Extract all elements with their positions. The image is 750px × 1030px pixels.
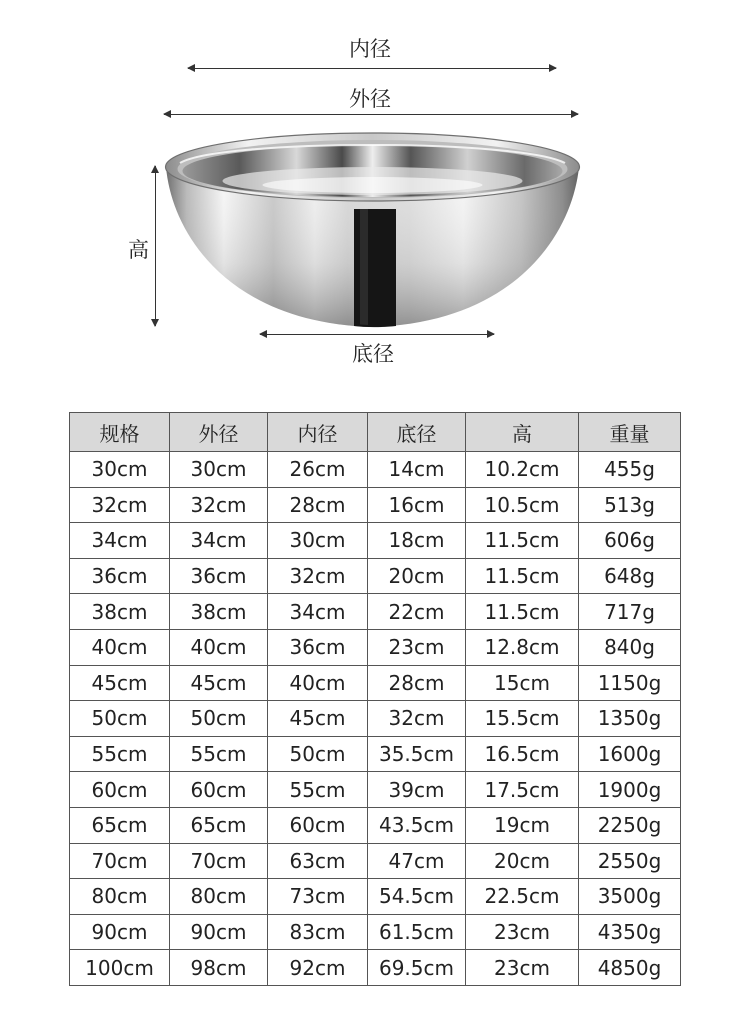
height-arrow xyxy=(155,166,156,326)
header-weight: 重量 xyxy=(579,413,681,452)
table-row xyxy=(70,629,681,665)
cell-spec: 100cm xyxy=(70,950,170,986)
cell-inner-diameter: 50cm xyxy=(268,736,368,772)
table-row xyxy=(70,772,681,808)
cell-spec: 60cm xyxy=(70,772,170,808)
header-height: 高 xyxy=(466,413,579,452)
cell-outer-diameter: 50cm xyxy=(170,701,268,737)
cell-height: 15.5cm xyxy=(466,701,579,737)
inner-diameter-arrow xyxy=(188,68,556,69)
cell-base-diameter: 23cm xyxy=(368,629,466,665)
header-spec: 规格 xyxy=(70,413,170,452)
cell-outer-diameter: 80cm xyxy=(170,879,268,915)
cell-base-diameter: 20cm xyxy=(368,558,466,594)
cell-height: 23cm xyxy=(466,950,579,986)
cell-inner-diameter: 60cm xyxy=(268,807,368,843)
cell-base-diameter: 16cm xyxy=(368,487,466,523)
cell-height: 17.5cm xyxy=(466,772,579,808)
height-label: 高 xyxy=(128,238,149,262)
cell-outer-diameter: 98cm xyxy=(170,950,268,986)
cell-height: 10.2cm xyxy=(466,452,579,488)
outer-diameter-arrow xyxy=(164,114,578,115)
cell-weight: 1350g xyxy=(579,701,681,737)
inner-diameter-label: 内径 xyxy=(349,37,391,61)
cell-height: 11.5cm xyxy=(466,523,579,559)
bowl-dimension-diagram xyxy=(0,0,750,390)
cell-weight: 4350g xyxy=(579,914,681,950)
header-base-diameter: 底径 xyxy=(368,413,466,452)
table-row xyxy=(70,950,681,986)
cell-height: 22.5cm xyxy=(466,879,579,915)
cell-outer-diameter: 34cm xyxy=(170,523,268,559)
cell-spec: 90cm xyxy=(70,914,170,950)
cell-weight: 648g xyxy=(579,558,681,594)
cell-base-diameter: 61.5cm xyxy=(368,914,466,950)
cell-weight: 717g xyxy=(579,594,681,630)
cell-height: 15cm xyxy=(466,665,579,701)
cell-inner-diameter: 36cm xyxy=(268,629,368,665)
cell-weight: 2550g xyxy=(579,843,681,879)
cell-height: 11.5cm xyxy=(466,594,579,630)
cell-weight: 1900g xyxy=(579,772,681,808)
cell-spec: 65cm xyxy=(70,807,170,843)
stainless-steel-bowl-image xyxy=(160,125,585,335)
cell-weight: 2250g xyxy=(579,807,681,843)
cell-spec: 40cm xyxy=(70,629,170,665)
table-header-row xyxy=(70,413,681,452)
cell-weight: 455g xyxy=(579,452,681,488)
cell-inner-diameter: 63cm xyxy=(268,843,368,879)
table-body xyxy=(70,452,681,986)
cell-inner-diameter: 73cm xyxy=(268,879,368,915)
header-inner-diameter: 内径 xyxy=(268,413,368,452)
cell-height: 16.5cm xyxy=(466,736,579,772)
cell-weight: 1600g xyxy=(579,736,681,772)
cell-inner-diameter: 45cm xyxy=(268,701,368,737)
cell-spec: 80cm xyxy=(70,879,170,915)
cell-spec: 45cm xyxy=(70,665,170,701)
cell-weight: 3500g xyxy=(579,879,681,915)
cell-base-diameter: 54.5cm xyxy=(368,879,466,915)
cell-outer-diameter: 60cm xyxy=(170,772,268,808)
cell-outer-diameter: 36cm xyxy=(170,558,268,594)
cell-height: 11.5cm xyxy=(466,558,579,594)
cell-inner-diameter: 55cm xyxy=(268,772,368,808)
cell-outer-diameter: 55cm xyxy=(170,736,268,772)
cell-inner-diameter: 28cm xyxy=(268,487,368,523)
cell-height: 10.5cm xyxy=(466,487,579,523)
cell-outer-diameter: 40cm xyxy=(170,629,268,665)
cell-weight: 840g xyxy=(579,629,681,665)
cell-outer-diameter: 65cm xyxy=(170,807,268,843)
cell-base-diameter: 43.5cm xyxy=(368,807,466,843)
cell-height: 19cm xyxy=(466,807,579,843)
header-outer-diameter: 外径 xyxy=(170,413,268,452)
cell-base-diameter: 35.5cm xyxy=(368,736,466,772)
cell-base-diameter: 18cm xyxy=(368,523,466,559)
cell-spec: 32cm xyxy=(70,487,170,523)
cell-weight: 513g xyxy=(579,487,681,523)
cell-inner-diameter: 30cm xyxy=(268,523,368,559)
cell-height: 23cm xyxy=(466,914,579,950)
cell-spec: 30cm xyxy=(70,452,170,488)
size-spec-table xyxy=(69,412,681,986)
table-row xyxy=(70,558,681,594)
cell-base-diameter: 47cm xyxy=(368,843,466,879)
cell-spec: 38cm xyxy=(70,594,170,630)
table-row xyxy=(70,594,681,630)
table-row xyxy=(70,736,681,772)
cell-spec: 34cm xyxy=(70,523,170,559)
cell-inner-diameter: 83cm xyxy=(268,914,368,950)
cell-inner-diameter: 92cm xyxy=(268,950,368,986)
cell-height: 12.8cm xyxy=(466,629,579,665)
cell-weight: 1150g xyxy=(579,665,681,701)
table-row xyxy=(70,879,681,915)
cell-base-diameter: 32cm xyxy=(368,701,466,737)
cell-inner-diameter: 34cm xyxy=(268,594,368,630)
outer-diameter-label: 外径 xyxy=(349,87,391,111)
cell-outer-diameter: 38cm xyxy=(170,594,268,630)
cell-spec: 70cm xyxy=(70,843,170,879)
cell-height: 20cm xyxy=(466,843,579,879)
cell-base-diameter: 14cm xyxy=(368,452,466,488)
cell-outer-diameter: 30cm xyxy=(170,452,268,488)
cell-outer-diameter: 90cm xyxy=(170,914,268,950)
cell-base-diameter: 39cm xyxy=(368,772,466,808)
cell-weight: 4850g xyxy=(579,950,681,986)
table-row xyxy=(70,665,681,701)
table-row xyxy=(70,452,681,488)
cell-base-diameter: 22cm xyxy=(368,594,466,630)
table-row xyxy=(70,523,681,559)
table-row xyxy=(70,807,681,843)
cell-weight: 606g xyxy=(579,523,681,559)
base-diameter-label: 底径 xyxy=(352,342,394,366)
cell-spec: 50cm xyxy=(70,701,170,737)
table-row xyxy=(70,843,681,879)
cell-base-diameter: 28cm xyxy=(368,665,466,701)
cell-inner-diameter: 40cm xyxy=(268,665,368,701)
cell-inner-diameter: 26cm xyxy=(268,452,368,488)
table-row xyxy=(70,487,681,523)
cell-spec: 36cm xyxy=(70,558,170,594)
cell-base-diameter: 69.5cm xyxy=(368,950,466,986)
cell-outer-diameter: 70cm xyxy=(170,843,268,879)
cell-inner-diameter: 32cm xyxy=(268,558,368,594)
cell-outer-diameter: 45cm xyxy=(170,665,268,701)
cell-outer-diameter: 32cm xyxy=(170,487,268,523)
table-row xyxy=(70,914,681,950)
cell-spec: 55cm xyxy=(70,736,170,772)
table-row xyxy=(70,701,681,737)
